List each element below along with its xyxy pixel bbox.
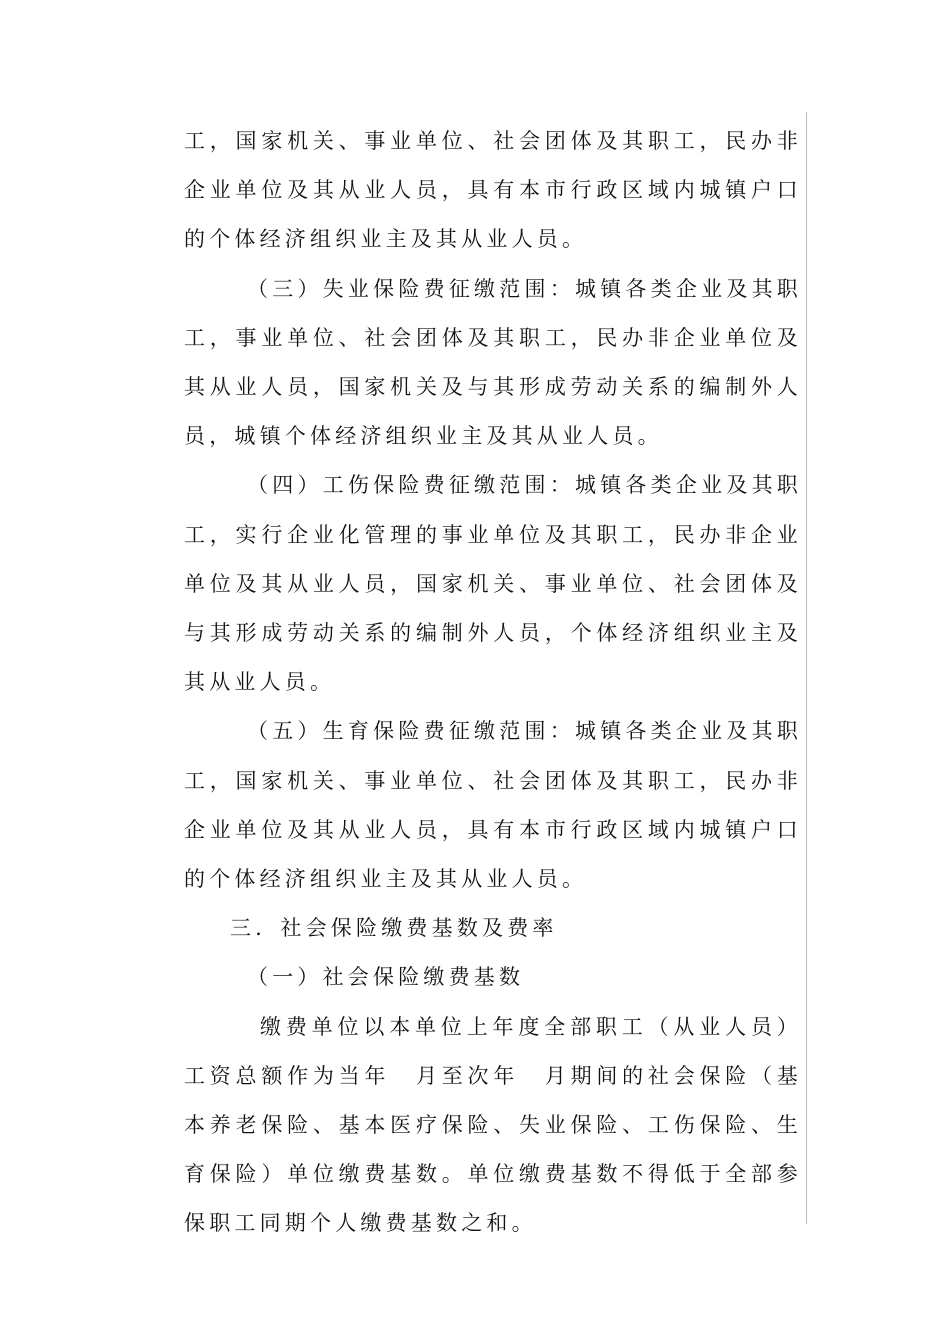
document-body [184,117,802,1249]
paragraph-unemployment-insurance: （三）失业保险费征缴范围：城镇各类企业及其职工，事业单位、社会团体及其职工，民办非企业单位及其从业人员，国家机关及与其形成劳动关系的编制外人员，城镇个体经济组织业主及其从业人员。 [184,276,802,449]
subsection-heading-contribution-base: （一）社会保险缴费基数 [247,965,525,990]
paragraph-work-injury-insurance: （四）工伤保险费征缴范围：城镇各类企业及其职工，实行企业化管理的事业单位及其职工，民办非企业单位及其从业人员，国家机关、事业单位、社会团体及与其形成劳动关系的编制外人员，个体经济组织业主及其从业人员。 [184,473,802,695]
paragraph-continuation: 工，国家机关、事业单位、社会团体及其职工，民办非企业单位及其从业人员，具有本市行政区域内城镇户口的个体经济组织业主及其从业人员。 [184,129,802,252]
margin-rule [806,112,807,1224]
paragraph-maternity-insurance: （五）生育保险费征缴范围：城镇各类企业及其职工，国家机关、事业单位、社会团体及其职工，民办非企业单位及其从业人员，具有本市行政区域内城镇户口的个体经济组织业主及其从业人员。 [184,719,802,892]
paragraph-contribution-base: 缴费单位以本单位上年度全部职工（从业人员）工资总额作为当年 月至次年 月期间的社会保险（基本养老保险、基本医疗保险、失业保险、工伤保险、生育保险）单位缴费基数。单位缴费基数不得低于全部参保职工同期个人缴费基数之和。 [184,1014,802,1236]
section-heading-contribution-base: 三．社会保险缴费基数及费率 [230,916,558,941]
